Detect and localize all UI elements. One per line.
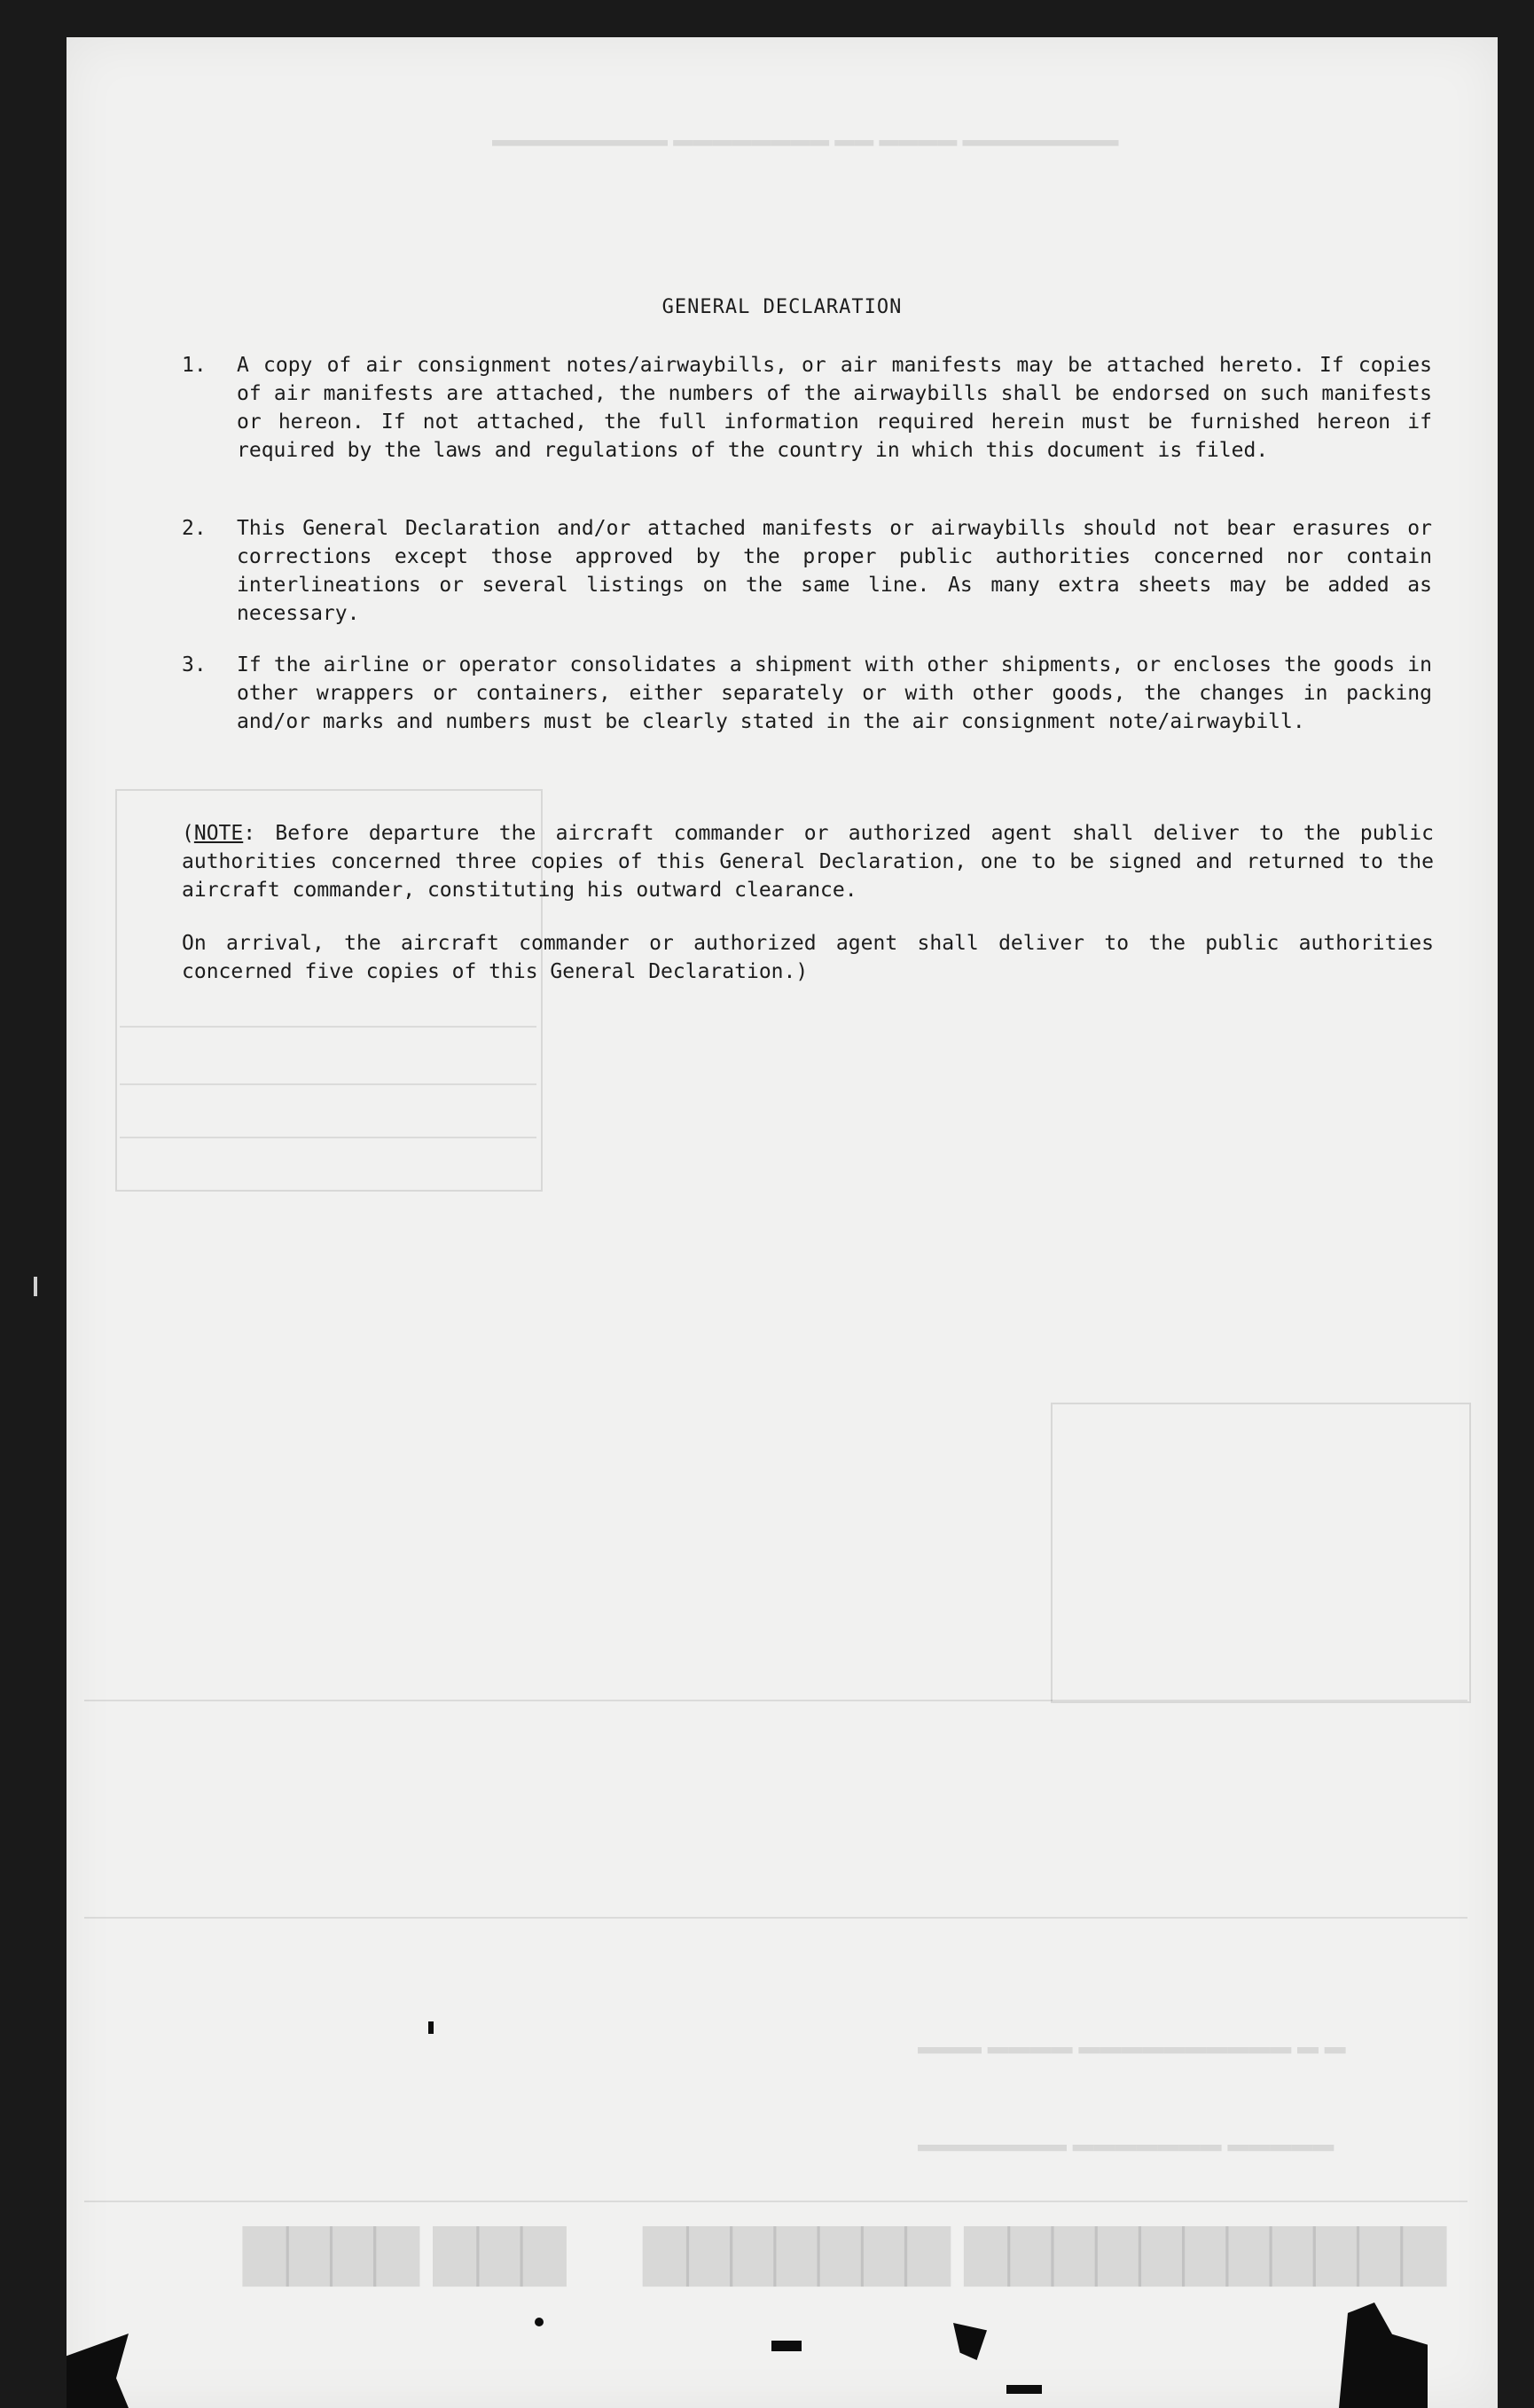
bleed-through-text: ▬▬▬▬▬▬▬▬▬ ▬▬▬▬▬▬▬▬ ▬▬ ▬▬▬▬ ▬▬▬▬▬▬▬▬ bbox=[492, 136, 1119, 158]
note-keyword: NOTE bbox=[193, 822, 244, 845]
declaration-item-2 bbox=[182, 514, 1432, 628]
arrival-paragraph: On arrival, the aircraft commander or authorized agent shall deliver to the public authorities concerned five copies of this General Declaration.) bbox=[182, 932, 1434, 983]
ink-blot bbox=[535, 2318, 544, 2326]
item-text: A copy of air consignment notes/airwaybills, or air manifests may be attached hereto. If copies of air manifests are attached, the numbers of the airwaybills shall be endorsed on such manifests or hereon. If not attached, the full information required herein must be furnished hereon if required by the laws and regulations of the country in which this document is filed. bbox=[237, 354, 1432, 462]
item-number: 3. bbox=[182, 653, 207, 676]
bleed-through-form-title: ▇▇▇▇ ▇▇▇ ▇▇▇▇▇▇▇ ▇▇▇▇▇▇▇▇▇▇▇ bbox=[244, 2229, 1445, 2293]
note-text: : Before departure the aircraft commander or authorized agent shall deliver to the public authorities concerned three copies of this General Declaration, one to be signed and returned to the aircraft commander, constituting his outward clearance. bbox=[182, 822, 1434, 902]
document-page bbox=[67, 37, 1498, 2408]
margin-mark bbox=[34, 1277, 37, 1296]
note-paragraph: (NOTE: Before departure the aircraft commander or authorized agent shall deliver to the public authorities concerned three copies of this General Declaration, one to be signed and returned to the aircraft commander, constituting his outward clearance. bbox=[182, 822, 1434, 902]
edge-damage-mark bbox=[1339, 2302, 1428, 2408]
ink-blot bbox=[771, 2341, 802, 2351]
bleed-through-text: ▬▬▬▬▬▬▬ ▬▬▬▬▬▬▬ ▬▬▬▬▬ bbox=[918, 2139, 1334, 2163]
edge-damage-mark bbox=[67, 2334, 129, 2408]
item-text: This General Declaration and/or attached manifests or airwaybills should not bear erasures or corrections except those approved by the proper public authorities concerned nor contain interlineations or several listings on the same line. As many extra sheets may be added as necessary. bbox=[237, 517, 1432, 625]
ink-blot bbox=[953, 2323, 987, 2360]
declaration-item-3 bbox=[182, 651, 1432, 736]
bleed-through-line bbox=[84, 1917, 1467, 1919]
bleed-through-text: ▬▬▬ ▬▬▬▬ ▬▬▬▬▬▬▬▬▬▬ ▬ ▬ bbox=[918, 2042, 1346, 2066]
bleed-through-line bbox=[120, 1026, 536, 1028]
bleed-through-line bbox=[84, 2201, 1467, 2202]
bleed-through-stamp-box bbox=[1051, 1403, 1471, 1703]
item-number: 1. bbox=[182, 354, 207, 377]
ink-blot bbox=[428, 2021, 434, 2034]
item-number: 2. bbox=[182, 517, 207, 540]
ink-blot bbox=[1006, 2385, 1042, 2394]
page-title: GENERAL DECLARATION bbox=[661, 296, 903, 318]
item-text: If the airline or operator consolidates a shipment with other shipments, or encloses the goods in other wrappers or containers, either separately or with other goods, the changes in packing and/or marks and numbers must be clearly stated in the air consignment note/airwaybill. bbox=[237, 653, 1432, 733]
bleed-through-line bbox=[120, 1083, 536, 1085]
bleed-through-line bbox=[120, 1137, 536, 1138]
declaration-item-1 bbox=[182, 351, 1432, 465]
